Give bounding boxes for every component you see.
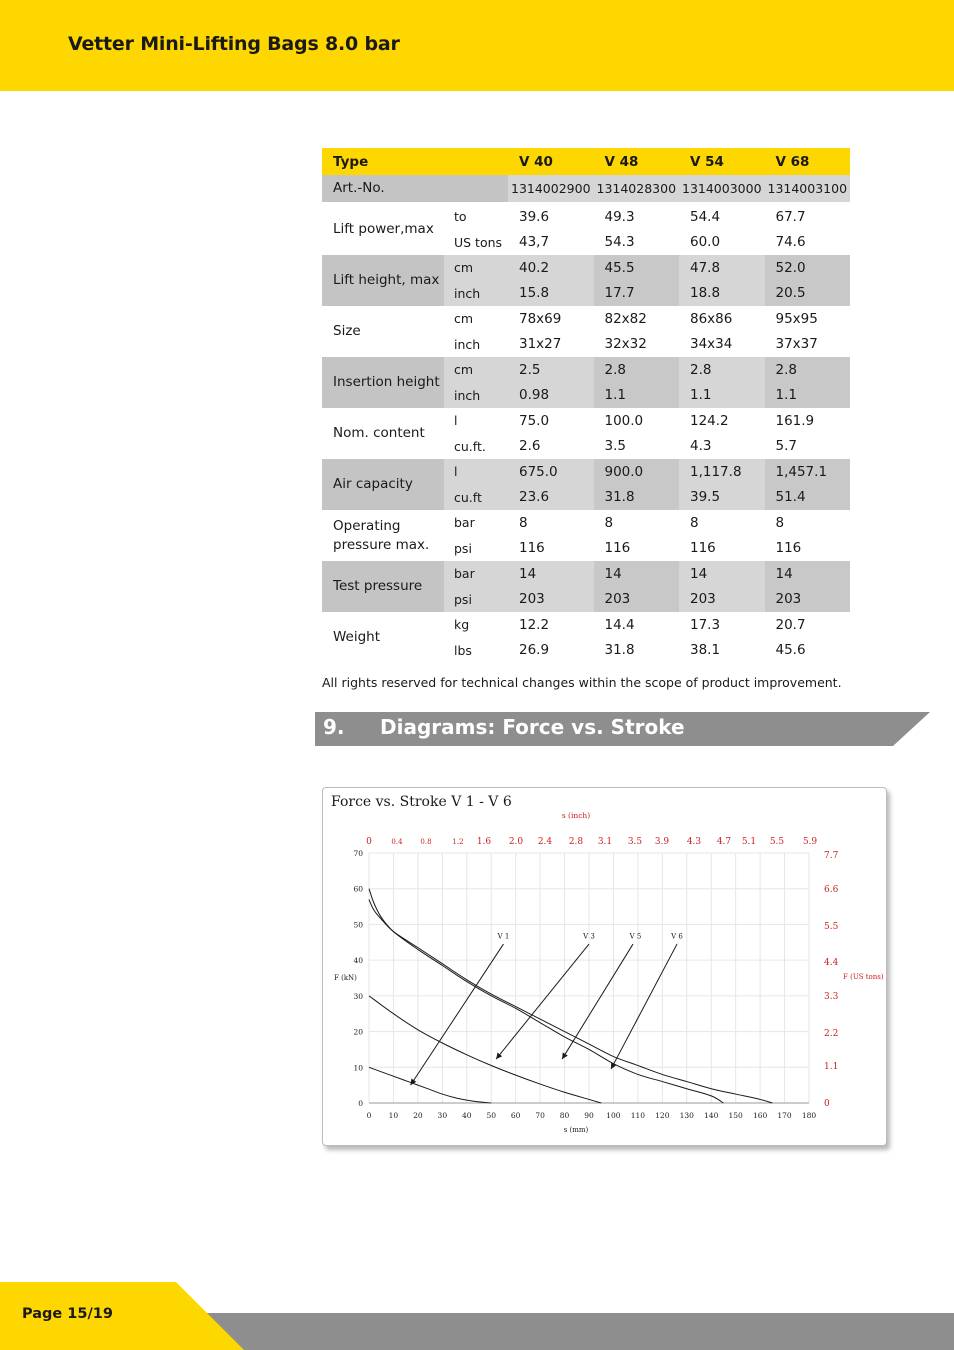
row-unit: cm xyxy=(444,357,508,383)
right-axis-label: F (US tons) xyxy=(843,973,884,981)
table-cell: 2.5 xyxy=(508,357,594,383)
table-cell: 5.7 xyxy=(775,438,797,455)
row-unit: to xyxy=(454,209,467,225)
row-unit: inch xyxy=(454,336,481,352)
top-axis-label: s (inch) xyxy=(561,811,591,820)
table-cell: 20.7 xyxy=(775,616,806,633)
chart-title: Force vs. Stroke V 1 - V 6 xyxy=(331,794,512,810)
chart-svg xyxy=(323,788,888,1147)
x-tick-label: 30 xyxy=(437,1111,448,1120)
x-tick-label: 120 xyxy=(655,1111,670,1120)
spec-table xyxy=(322,148,850,663)
right-tick-label: 6.6 xyxy=(824,885,839,895)
series-line-v3 xyxy=(369,996,601,1103)
page-title: Vetter Mini-Lifting Bags 8.0 bar xyxy=(68,33,400,55)
table-cell: 2.6 xyxy=(519,438,541,455)
table-cell: 47.8 xyxy=(679,255,765,281)
top-tick-label: 3.9 xyxy=(654,837,670,847)
row-unit: cu.ft. xyxy=(454,438,486,454)
row-unit: US tons xyxy=(454,234,503,250)
table-cell: 43,7 xyxy=(519,234,550,251)
row-label: Art.-No. xyxy=(322,175,444,202)
y-tick-label: 0 xyxy=(358,1099,363,1108)
row-unit: cm xyxy=(454,311,474,327)
table-cell: 78x69 xyxy=(519,310,562,327)
table-cell: 67.7 xyxy=(775,208,806,225)
table-cell: 54.3 xyxy=(604,234,635,251)
table-cell: 1,457.1 xyxy=(765,459,851,485)
page-number: Page 15/19 xyxy=(22,1306,113,1322)
table-cell: 18.8 xyxy=(679,281,765,307)
table-cell: 52.0 xyxy=(765,255,851,281)
top-tick-label: 0 xyxy=(366,837,372,847)
table-cell: 14 xyxy=(594,561,680,587)
table-cell: 1314028300 xyxy=(594,175,680,202)
row-unit: cu.ft xyxy=(444,485,508,511)
table-header-cell: V 54 xyxy=(679,148,765,175)
table-cell: 203 xyxy=(508,587,594,613)
row-label: Size xyxy=(333,323,361,339)
top-tick-label: 0.4 xyxy=(391,838,403,846)
x-tick-label: 60 xyxy=(510,1111,521,1120)
table-header-cell: V 48 xyxy=(594,148,680,175)
section-heading xyxy=(315,712,930,746)
table-cell: 34x34 xyxy=(690,336,733,353)
x-tick-label: 80 xyxy=(559,1111,570,1120)
table-cell: 31.8 xyxy=(594,485,680,511)
row-unit: kg xyxy=(454,617,470,633)
table-cell: 116 xyxy=(690,540,716,557)
table-cell: 51.4 xyxy=(765,485,851,511)
row-unit xyxy=(444,175,508,202)
row-unit: l xyxy=(454,413,458,429)
table-header-cell: Type xyxy=(322,148,444,175)
row-unit: bar xyxy=(454,515,475,531)
section-number: 9. xyxy=(323,715,345,739)
table-cell: 675.0 xyxy=(508,459,594,485)
y-tick-label: 70 xyxy=(353,849,363,858)
force-stroke-chart xyxy=(322,787,887,1146)
y-tick-label: 20 xyxy=(353,1027,363,1037)
table-cell: 1314003100 xyxy=(765,175,851,202)
top-tick-label: 2.8 xyxy=(568,837,584,847)
top-tick-label: 3.1 xyxy=(597,837,613,847)
right-tick-label: 1.1 xyxy=(824,1062,839,1072)
y-tick-label: 60 xyxy=(353,884,363,894)
y-axis-label: F (kN) xyxy=(334,974,357,982)
table-cell: 14 xyxy=(765,561,851,587)
table-cell: 203 xyxy=(594,587,680,613)
table-cell: 75.0 xyxy=(519,412,550,429)
table-cell: 8 xyxy=(690,514,699,531)
table-cell: 32x32 xyxy=(604,336,647,353)
table-header-cell xyxy=(444,148,508,175)
table-cell: 203 xyxy=(765,587,851,613)
x-tick-label: 90 xyxy=(584,1111,594,1120)
table-header-cell: V 40 xyxy=(508,148,594,175)
table-cell: 14 xyxy=(679,561,765,587)
x-tick-label: 100 xyxy=(606,1111,621,1120)
y-tick-label: 10 xyxy=(353,1063,363,1073)
right-tick-label: 0 xyxy=(824,1099,830,1109)
right-tick-label: 4.4 xyxy=(824,958,839,968)
series-line-v1 xyxy=(369,1067,491,1103)
table-cell: 23.6 xyxy=(508,485,594,511)
page-header xyxy=(0,0,954,91)
row-unit: psi xyxy=(444,587,508,613)
table-cell: 1314002900 xyxy=(508,175,594,202)
table-cell: 86x86 xyxy=(690,310,733,327)
x-tick-label: 0 xyxy=(366,1111,372,1120)
x-tick-label: 160 xyxy=(752,1111,768,1120)
x-tick-label: 10 xyxy=(388,1111,399,1120)
right-tick-label: 5.5 xyxy=(824,922,839,932)
row-label: Air capacity xyxy=(322,459,444,510)
table-row xyxy=(322,357,850,383)
table-cell: 45.6 xyxy=(775,642,806,659)
row-unit: psi xyxy=(454,540,472,556)
table-row xyxy=(322,408,850,434)
table-cell: 1,117.8 xyxy=(679,459,765,485)
table-cell: 1.1 xyxy=(679,383,765,409)
table-cell: 31x27 xyxy=(519,336,562,353)
row-label: Operating pressure max. xyxy=(333,517,430,553)
table-cell: 116 xyxy=(604,540,631,557)
x-tick-label: 150 xyxy=(728,1111,743,1120)
table-cell: 38.1 xyxy=(690,642,721,659)
top-tick-label: 4.7 xyxy=(716,837,732,847)
x-tick-label: 170 xyxy=(777,1111,792,1120)
table-cell: 17.7 xyxy=(594,281,680,307)
table-cell: 161.9 xyxy=(775,412,815,429)
top-tick-label: 0.8 xyxy=(420,838,432,846)
table-row xyxy=(322,204,850,230)
x-tick-label: 180 xyxy=(801,1111,817,1120)
table-cell: 49.3 xyxy=(604,208,635,225)
table-cell: 203 xyxy=(679,587,765,613)
x-tick-label: 130 xyxy=(679,1111,694,1120)
x-tick-label: 20 xyxy=(413,1111,423,1120)
table-cell: 31.8 xyxy=(604,642,635,659)
x-tick-label: 40 xyxy=(462,1111,472,1120)
x-tick-label: 50 xyxy=(486,1111,496,1120)
table-cell: 1.1 xyxy=(765,383,851,409)
table-cell: 116 xyxy=(775,540,802,557)
row-label: Insertion height xyxy=(322,357,444,408)
top-tick-label: 5.5 xyxy=(769,837,785,847)
table-cell: 8 xyxy=(604,514,614,531)
footer-shapes xyxy=(0,1282,954,1350)
table-cell: 8 xyxy=(519,514,528,531)
table-cell: 45.5 xyxy=(594,255,680,281)
table-header-row xyxy=(322,148,850,175)
row-unit: inch xyxy=(444,281,508,307)
x-tick-label: 110 xyxy=(630,1111,646,1120)
y-tick-label: 50 xyxy=(353,920,363,930)
x-tick-label: 140 xyxy=(704,1111,719,1120)
row-unit: inch xyxy=(444,383,508,409)
table-row xyxy=(322,459,850,485)
callout-arrow xyxy=(562,944,633,1059)
table-cell: 100.0 xyxy=(604,412,644,429)
x-axis-label: s (mm) xyxy=(563,1126,589,1134)
row-label: Lift height, max xyxy=(322,255,444,306)
series-label: V 1 xyxy=(497,932,510,941)
top-tick-label: 5.1 xyxy=(741,837,757,847)
series-label: V 3 xyxy=(583,932,595,941)
table-cell: 37x37 xyxy=(775,336,818,353)
series-line-v6 xyxy=(369,899,772,1103)
section-title: Diagrams: Force vs. Stroke xyxy=(380,715,685,739)
table-cell: 15.8 xyxy=(508,281,594,307)
table-cell: 3.5 xyxy=(604,438,626,455)
row-unit: lbs xyxy=(454,642,472,658)
table-header-cell: V 68 xyxy=(765,148,851,175)
table-row-art-no xyxy=(322,175,850,202)
table-cell: 1314003000 xyxy=(679,175,765,202)
table-cell: 60.0 xyxy=(690,234,721,251)
table-cell: 2.8 xyxy=(594,357,680,383)
series-label: V 5 xyxy=(629,932,642,941)
table-cell: 0.98 xyxy=(508,383,594,409)
table-cell: 39.6 xyxy=(519,208,550,225)
table-cell: 2.8 xyxy=(765,357,851,383)
row-unit: cm xyxy=(444,255,508,281)
table-cell: 82x82 xyxy=(604,310,647,327)
table-cell: 74.6 xyxy=(775,234,806,251)
table-cell: 95x95 xyxy=(775,310,818,327)
row-unit: bar xyxy=(444,561,508,587)
table-cell: 14.4 xyxy=(604,616,635,633)
right-tick-label: 7.7 xyxy=(824,851,839,861)
table-cell: 17.3 xyxy=(690,616,721,633)
row-label: Lift power,max xyxy=(333,221,434,237)
table-cell: 14 xyxy=(508,561,594,587)
table-cell: 900.0 xyxy=(594,459,680,485)
table-row xyxy=(322,612,850,638)
disclaimer-note: All rights reserved for technical changes within the scope of product improvement. xyxy=(322,675,842,690)
table-row xyxy=(322,306,850,332)
top-tick-label: 2.0 xyxy=(508,837,524,847)
y-tick-label: 30 xyxy=(353,991,363,1001)
row-unit: l xyxy=(444,459,508,485)
table-cell: 40.2 xyxy=(508,255,594,281)
top-tick-label: 1.6 xyxy=(476,837,492,847)
top-tick-label: 4.3 xyxy=(686,837,702,847)
row-label: Nom. content xyxy=(333,425,425,441)
table-cell: 1.1 xyxy=(594,383,680,409)
right-tick-label: 2.2 xyxy=(824,1029,839,1039)
callout-arrow xyxy=(411,944,504,1085)
right-tick-label: 3.3 xyxy=(824,992,839,1002)
table-cell: 2.8 xyxy=(679,357,765,383)
top-tick-label: 5.9 xyxy=(802,837,818,847)
top-tick-label: 2.4 xyxy=(537,837,553,847)
series-label: V 6 xyxy=(671,932,683,941)
table-cell: 26.9 xyxy=(519,642,550,659)
table-row xyxy=(322,510,850,536)
page-footer xyxy=(0,1282,954,1350)
table-row xyxy=(322,255,850,281)
table-cell: 20.5 xyxy=(765,281,851,307)
top-tick-label: 1.2 xyxy=(452,838,464,846)
y-tick-label: 40 xyxy=(353,956,363,966)
row-label: Weight xyxy=(333,629,381,645)
row-label: Test pressure xyxy=(322,561,444,612)
x-tick-label: 70 xyxy=(535,1111,545,1120)
table-cell: 39.5 xyxy=(679,485,765,511)
table-cell: 12.2 xyxy=(519,616,550,633)
table-cell: 116 xyxy=(519,540,545,557)
table-cell: 8 xyxy=(775,514,785,531)
table-row xyxy=(322,561,850,587)
table-cell: 54.4 xyxy=(690,208,721,225)
top-tick-label: 3.5 xyxy=(627,837,643,847)
table-cell: 4.3 xyxy=(690,438,712,455)
table-cell: 124.2 xyxy=(690,412,729,429)
